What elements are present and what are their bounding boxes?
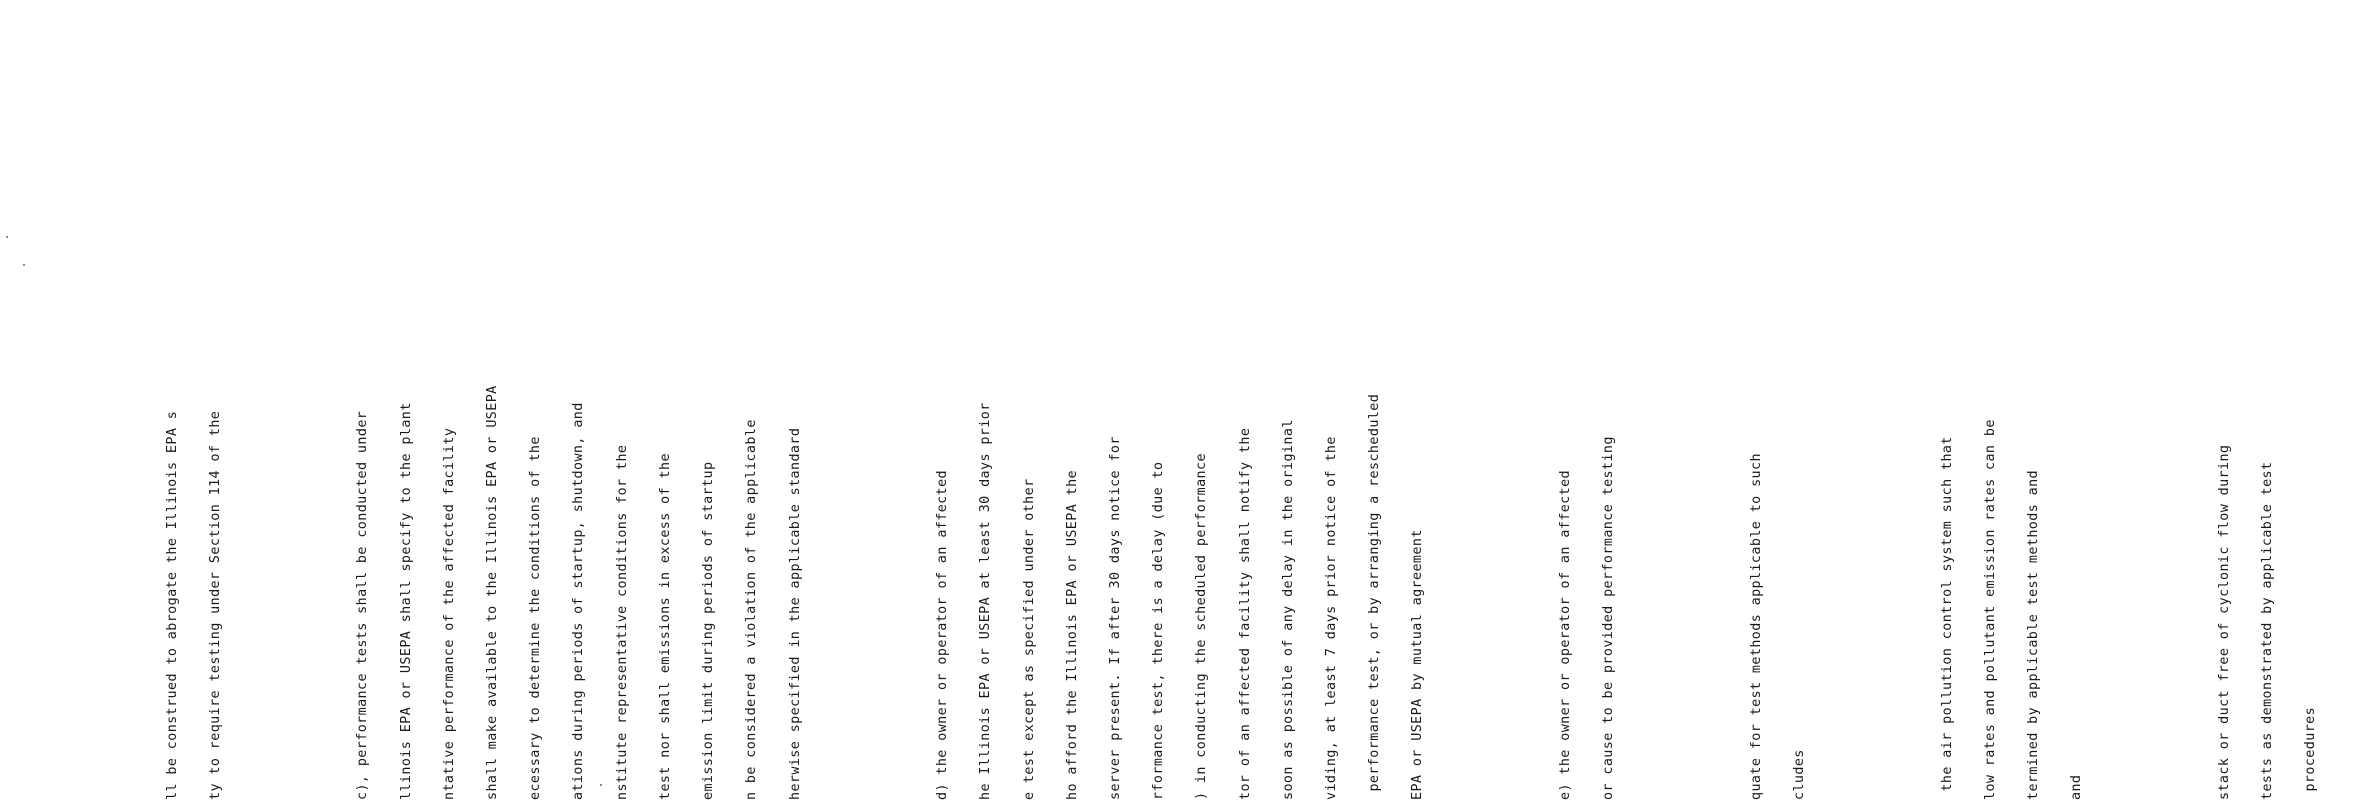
text-line: ) in conducting the scheduled performance bbox=[1194, 453, 1210, 800]
text-line: and bbox=[2069, 774, 2085, 800]
text-line: ations during periods of startup, shutdown, and bbox=[571, 402, 587, 800]
text-line: llinois EPA or USEPA shall specify to the plant bbox=[398, 402, 414, 800]
text-line: test nor shall emissions in excess of the bbox=[657, 453, 673, 800]
text-line: ty to require testing under Section 114 of the bbox=[207, 410, 223, 800]
text-line: ll be construed to abrogate the Illinois EPA s bbox=[164, 410, 180, 800]
paragraph-frag-2 bbox=[328, 290, 832, 800]
text-line: tor of an affected facility shall notify the bbox=[1237, 427, 1253, 800]
paragraph-frag-7 bbox=[2189, 290, 2347, 800]
text-line: e test except as specified under other bbox=[1021, 478, 1037, 800]
text-line: c), performance tests shall be conducted under bbox=[355, 410, 371, 800]
text-line: n be considered a violation of the applicable bbox=[744, 419, 760, 800]
text-line: stack or duct free of cyclonic flow during bbox=[2216, 444, 2232, 800]
rotated-text-block bbox=[108, 290, 2319, 800]
text-line: or cause to be provided performance testing bbox=[1601, 436, 1617, 800]
text-line: shall make available to the Illinois EPA or USEPA bbox=[485, 385, 501, 800]
text-line: rformance test, there is a delay (due to bbox=[1151, 461, 1167, 800]
text-line: e) the owner or operator of an affected bbox=[1558, 469, 1574, 800]
text-line: EPA or USEPA by mutual agreement bbox=[1410, 529, 1426, 800]
text-line: tests as demonstrated by applicable test bbox=[2260, 461, 2276, 800]
text-line: viding, at least 7 days prior notice of the bbox=[1323, 436, 1339, 800]
text-line: cludes bbox=[1792, 749, 1808, 800]
text-line: procedures bbox=[2303, 706, 2319, 800]
text-line: soon as possible of any delay in the original bbox=[1280, 419, 1296, 800]
text-line: termined by applicable test methods and bbox=[2026, 469, 2042, 800]
text-line: ho afford the Illinois EPA or USEPA the bbox=[1064, 469, 1080, 800]
text-line: low rates and pollutant emission rates can be bbox=[1982, 419, 1998, 800]
text-line: the air pollution control system such that bbox=[1939, 436, 1955, 800]
text-line: nstitute representative conditions for the bbox=[614, 444, 630, 800]
paragraph-frag-1 bbox=[137, 290, 252, 800]
text-line: ntative performance of the affected facility bbox=[441, 427, 457, 800]
text-line: performance test, or by arranging a rescheduled bbox=[1367, 393, 1383, 800]
text-line: he Illinois EPA or USEPA at least 30 days prior bbox=[978, 402, 994, 800]
paragraph-frag-6 bbox=[1912, 290, 2114, 800]
paragraph-frag-3 bbox=[907, 290, 1454, 800]
text-line: server present. If after 30 days notice for bbox=[1107, 436, 1123, 800]
text-line: herwise specified in the applicable standard bbox=[787, 427, 803, 800]
text-line: d) the owner or operator of an affected bbox=[935, 469, 951, 800]
text-line: emission limit during periods of startup bbox=[701, 461, 717, 800]
text-line: ecessary to determine the conditions of the bbox=[528, 436, 544, 800]
scan-speck bbox=[6, 236, 8, 238]
paragraph-frag-5 bbox=[1721, 290, 1836, 800]
text-line: quate for test methods applicable to such bbox=[1748, 453, 1764, 800]
paragraph-frag-4 bbox=[1530, 290, 1645, 800]
scan-speck bbox=[23, 264, 25, 266]
